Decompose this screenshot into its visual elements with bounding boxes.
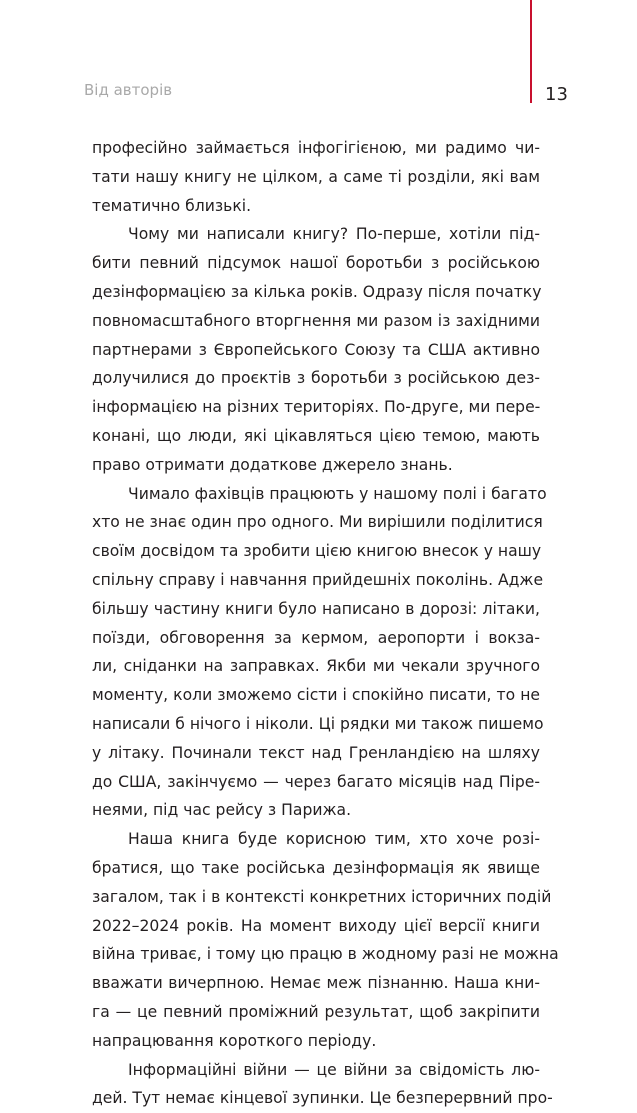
text-line: війна триває, і тому цю працю в жодному разі не можна — [92, 940, 540, 969]
paragraph — [92, 134, 540, 220]
running-head: Від авторів — [84, 81, 172, 99]
text-line: до США, закінчуємо — через багато місяців над Пірe- — [92, 768, 540, 797]
text-line: тематично близькі. — [92, 192, 540, 221]
text-line: дей. Тут немає кінцевої зупинки. Це безперервний про- — [92, 1084, 540, 1113]
text-line: у літаку. Починали текст над Гренландією на шляху — [92, 739, 540, 768]
paragraph — [92, 825, 540, 1055]
text-line: напрацювання короткого періоду. — [92, 1027, 540, 1056]
header-divider-rule — [530, 0, 532, 103]
page-number: 13 — [545, 84, 568, 105]
text-line: хто не знає один про одного. Ми вирішили поділитися — [92, 508, 540, 537]
text-line: своїм досвідом та зробити цією книгою внесок у нашу — [92, 537, 540, 566]
text-line: повномасштабного вторгнення ми разом із західними — [92, 307, 540, 336]
text-line: Наша книга буде корисною тим, хто хоче розі- — [92, 825, 540, 854]
text-line: спільну справу і навчання прийдешніх поколінь. Адже — [92, 566, 540, 595]
text-line: 2022–2024 років. На момент виходу цієї версії книги — [92, 912, 540, 941]
paragraph — [92, 1056, 540, 1113]
text-line: дезінформацією за кілька років. Одразу після початку — [92, 278, 540, 307]
text-line: більшу частину книги було написано в дорозі: літаки, — [92, 595, 540, 624]
text-line: долучилися до проєктів з боротьби з російською дез- — [92, 364, 540, 393]
text-line: загалом, так і в контексті конкретних історичних подій — [92, 883, 540, 912]
text-line: неями, під час рейсу з Парижа. — [92, 796, 540, 825]
text-line: вважати вичерпною. Немає меж пізнанню. Наша кни- — [92, 969, 540, 998]
text-line: ли, сніданки на заправках. Якби ми чекали зручного — [92, 652, 540, 681]
text-line: бити певний підсумок нашої боротьби з російською — [92, 249, 540, 278]
text-line: право отримати додаткове джерело знань. — [92, 451, 540, 480]
text-line: інформацією на різних територіях. По-друге, ми пере- — [92, 393, 540, 422]
text-line: професійно займається інфогігієною, ми радимо чи- — [92, 134, 540, 163]
text-line: братися, що таке російська дезінформація як явище — [92, 854, 540, 883]
text-line: тати нашу книгу не цілком, а саме ті розділи, які вам — [92, 163, 540, 192]
page-header — [0, 0, 637, 110]
text-line: Чому ми написали книгу? По-перше, хотіли під- — [92, 220, 540, 249]
text-line: га — це певний проміжний результат, щоб закріпити — [92, 998, 540, 1027]
text-line: Інформаційні війни — це війни за свідомість лю- — [92, 1056, 540, 1085]
text-line: поїзди, обговорення за кермом, аеропорти і вокза- — [92, 624, 540, 653]
paragraph — [92, 480, 540, 826]
body-text — [92, 134, 540, 1113]
text-line: конані, що люди, які цікавляться цією темою, мають — [92, 422, 540, 451]
text-line: Чимало фахівців працюють у нашому полі і багато — [92, 480, 540, 509]
text-line: моменту, коли зможемо сісти і спокійно писати, то не — [92, 681, 540, 710]
paragraph — [92, 220, 540, 479]
text-line: написали б нічого і ніколи. Ці рядки ми також пишемо — [92, 710, 540, 739]
text-line: партнерами з Європейського Союзу та США активно — [92, 336, 540, 365]
